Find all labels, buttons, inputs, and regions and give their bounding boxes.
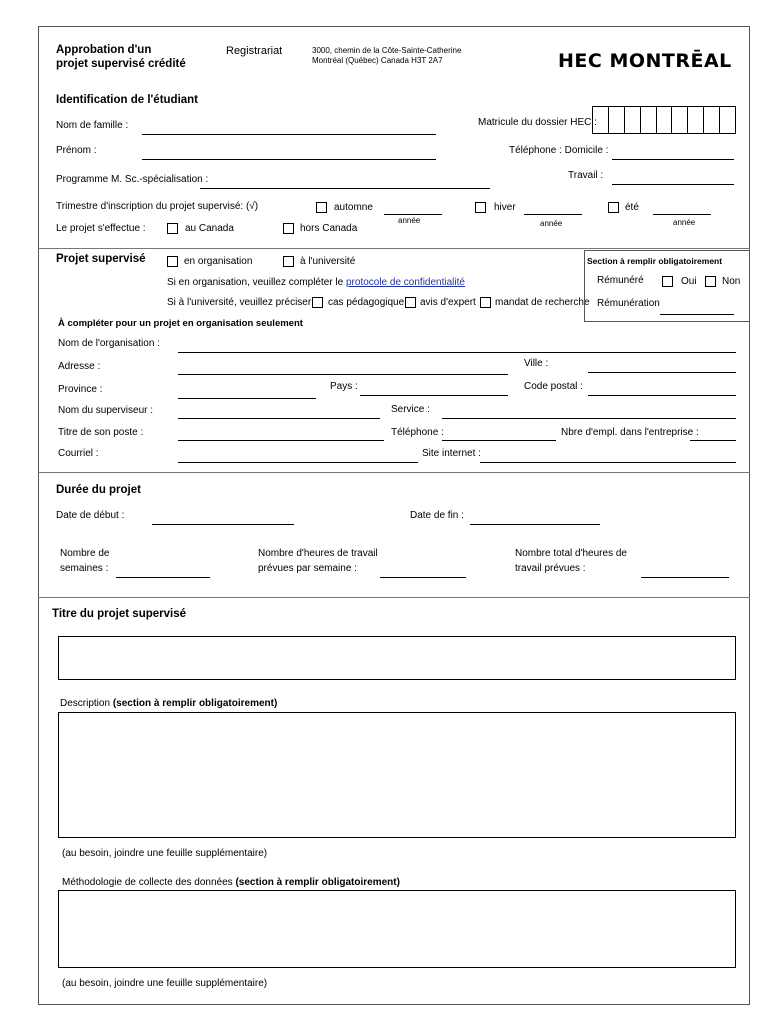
titre-poste-label: Titre de son poste : <box>58 427 144 438</box>
automne-label: automne <box>334 202 373 213</box>
au-canada-label: au Canada <box>185 223 234 234</box>
cas-pedagogique-checkbox[interactable] <box>312 297 323 308</box>
ete-annee-label: année <box>673 218 696 227</box>
automne-annee-field[interactable] <box>384 200 442 215</box>
telephone-org-label: Téléphone : <box>391 427 444 438</box>
date-debut-label: Date de début : <box>56 510 125 521</box>
en-organisation-label: en organisation <box>184 256 253 267</box>
remuneration-field[interactable] <box>660 300 734 315</box>
methodologie-label <box>62 877 400 888</box>
methodologie-text: Méthodologie de collecte des données <box>62 877 236 888</box>
adresse-label: Adresse : <box>58 361 101 372</box>
date-fin-label: Date de fin : <box>410 510 464 521</box>
nombre-de-label: Nombre de <box>60 548 110 559</box>
nom-organisation-label: Nom de l'organisation : <box>58 338 160 349</box>
ville-label: Ville : <box>524 358 549 369</box>
heures-label-line1: Nombre d'heures de travail <box>258 548 378 559</box>
avis-expert-label: avis d'expert <box>420 297 476 308</box>
duree-heading: Durée du projet <box>56 484 141 496</box>
date-debut-field[interactable] <box>152 510 294 525</box>
nbre-empl-field[interactable] <box>690 426 736 441</box>
section-obligatoire-label: Section à remplir obligatoirement <box>587 256 723 266</box>
au-canada-checkbox[interactable] <box>167 223 178 234</box>
trimestre-label: Trimestre d'inscription du projet supervisé: (√) <box>56 201 259 212</box>
pays-label: Pays : <box>330 381 358 392</box>
mandat-recherche-label: mandat de recherche <box>495 297 590 308</box>
separator-projet <box>38 248 750 249</box>
address-line1: 3000, chemin de la Côte-Sainte-Catherine <box>312 46 462 55</box>
description-textarea[interactable] <box>58 712 736 838</box>
nom-superviseur-field[interactable] <box>178 404 380 419</box>
hec-montreal-logo: HEC MONTRĒAL <box>558 50 732 72</box>
hors-canada-label: hors Canada <box>300 223 358 234</box>
oui-checkbox[interactable] <box>662 276 673 287</box>
site-internet-field[interactable] <box>480 448 736 463</box>
courriel-label: Courriel : <box>58 448 99 459</box>
total-heures-line2: travail prévues : <box>515 563 586 574</box>
matricule-label: Matricule du dossier HEC : <box>478 117 597 128</box>
universite-label: à l'université <box>300 256 356 267</box>
code-postal-label: Code postal : <box>524 381 583 392</box>
hiver-annee-label: année <box>540 219 563 228</box>
hiver-checkbox[interactable] <box>475 202 486 213</box>
si-universite-label: Si à l'université, veuillez préciser <box>167 297 312 308</box>
en-organisation-checkbox[interactable] <box>167 256 178 267</box>
methodologie-obligatoire: (section à remplir obligatoirement) <box>235 877 400 888</box>
travail-label: Travail : <box>568 170 604 181</box>
universite-checkbox[interactable] <box>283 256 294 267</box>
hors-canada-checkbox[interactable] <box>283 223 294 234</box>
non-label: Non <box>722 276 741 287</box>
service-field[interactable] <box>442 404 736 419</box>
non-checkbox[interactable] <box>705 276 716 287</box>
registrar-label: Registrariat <box>226 45 283 57</box>
programme-label: Programme M. Sc.-spécialisation : <box>56 174 209 185</box>
si-organisation-label: Si en organisation, veuillez compléter le <box>167 277 346 288</box>
telephone-domicile-field[interactable] <box>612 145 734 160</box>
address-line2: Montréal (Québec) Canada H3T 2A7 <box>312 56 443 65</box>
form-title-line1: Approbation d'un <box>56 44 152 56</box>
date-fin-field[interactable] <box>470 510 600 525</box>
a-completer-label: À compléter pour un projet en organisation seulement <box>58 318 303 329</box>
ete-checkbox[interactable] <box>608 202 619 213</box>
telephone-domicile-label: Téléphone : Domicile : <box>509 145 609 156</box>
adresse-field[interactable] <box>178 360 508 375</box>
heures-semaine-field[interactable] <box>380 563 466 578</box>
titre-projet-input[interactable] <box>58 636 736 680</box>
automne-annee-label: année <box>398 216 421 225</box>
cas-pedagogique-label: cas pédagogique <box>328 297 405 308</box>
identification-heading: Identification de l'étudiant <box>56 94 199 106</box>
form-title-line2: projet supervisé crédité <box>56 58 186 70</box>
au-besoin-note-2: (au besoin, joindre une feuille supplémentaire) <box>62 978 268 989</box>
total-heures-line1: Nombre total d'heures de <box>515 548 627 559</box>
description-obligatoire: (section à remplir obligatoirement) <box>112 698 278 709</box>
matricule-boxes[interactable] <box>592 106 736 134</box>
service-label: Service : <box>391 404 430 415</box>
site-internet-label: Site internet : <box>422 448 481 459</box>
description-text: Description <box>60 698 113 709</box>
programme-field[interactable] <box>200 174 490 189</box>
description-label <box>60 698 277 709</box>
nom-famille-label: Nom de famille : <box>56 120 129 131</box>
separator-titre <box>38 597 750 598</box>
remunere-label: Rémunéré <box>597 275 644 286</box>
hiver-annee-field[interactable] <box>524 200 582 215</box>
remuneration-label: Rémunération <box>597 298 660 309</box>
ete-label: été <box>625 202 639 213</box>
au-besoin-note-1: (au besoin, joindre une feuille supplémentaire) <box>62 848 268 859</box>
separator-duree <box>38 472 750 473</box>
total-heures-field[interactable] <box>641 563 729 578</box>
methodologie-textarea[interactable] <box>58 890 736 968</box>
automne-checkbox[interactable] <box>316 202 327 213</box>
nom-superviseur-label: Nom du superviseur : <box>58 405 154 416</box>
heures-label-line2: prévues par semaine : <box>258 563 357 574</box>
prenom-label: Prénom : <box>56 145 97 156</box>
mandat-recherche-checkbox[interactable] <box>480 297 491 308</box>
province-label: Province : <box>58 384 103 395</box>
pays-field[interactable] <box>360 381 508 396</box>
oui-label: Oui <box>681 276 697 287</box>
semaines-field[interactable] <box>116 563 210 578</box>
nbre-empl-label: Nbre d'empl. dans l'entreprise : <box>561 427 699 438</box>
prenom-field[interactable] <box>142 145 436 160</box>
nom-famille-field[interactable] <box>142 120 436 135</box>
titre-poste-field[interactable] <box>178 426 384 441</box>
protocole-link[interactable]: protocole de confidentialité <box>345 277 465 288</box>
titre-heading: Titre du projet supervisé <box>52 608 186 620</box>
hiver-label: hiver <box>494 202 516 213</box>
nom-organisation-field[interactable] <box>178 338 736 353</box>
ete-annee-field[interactable] <box>653 200 711 215</box>
telephone-travail-field[interactable] <box>612 170 734 185</box>
si-organisation-text <box>167 277 465 288</box>
telephone-org-field[interactable] <box>442 426 556 441</box>
projet-heading: Projet supervisé <box>56 253 146 265</box>
courriel-field[interactable] <box>178 448 418 463</box>
avis-expert-checkbox[interactable] <box>405 297 416 308</box>
code-postal-field[interactable] <box>588 381 736 396</box>
semaines-label: semaines : <box>60 563 109 574</box>
effectue-label: Le projet s'effectue : <box>56 223 146 234</box>
ville-field[interactable] <box>588 358 736 373</box>
province-field[interactable] <box>178 384 316 399</box>
